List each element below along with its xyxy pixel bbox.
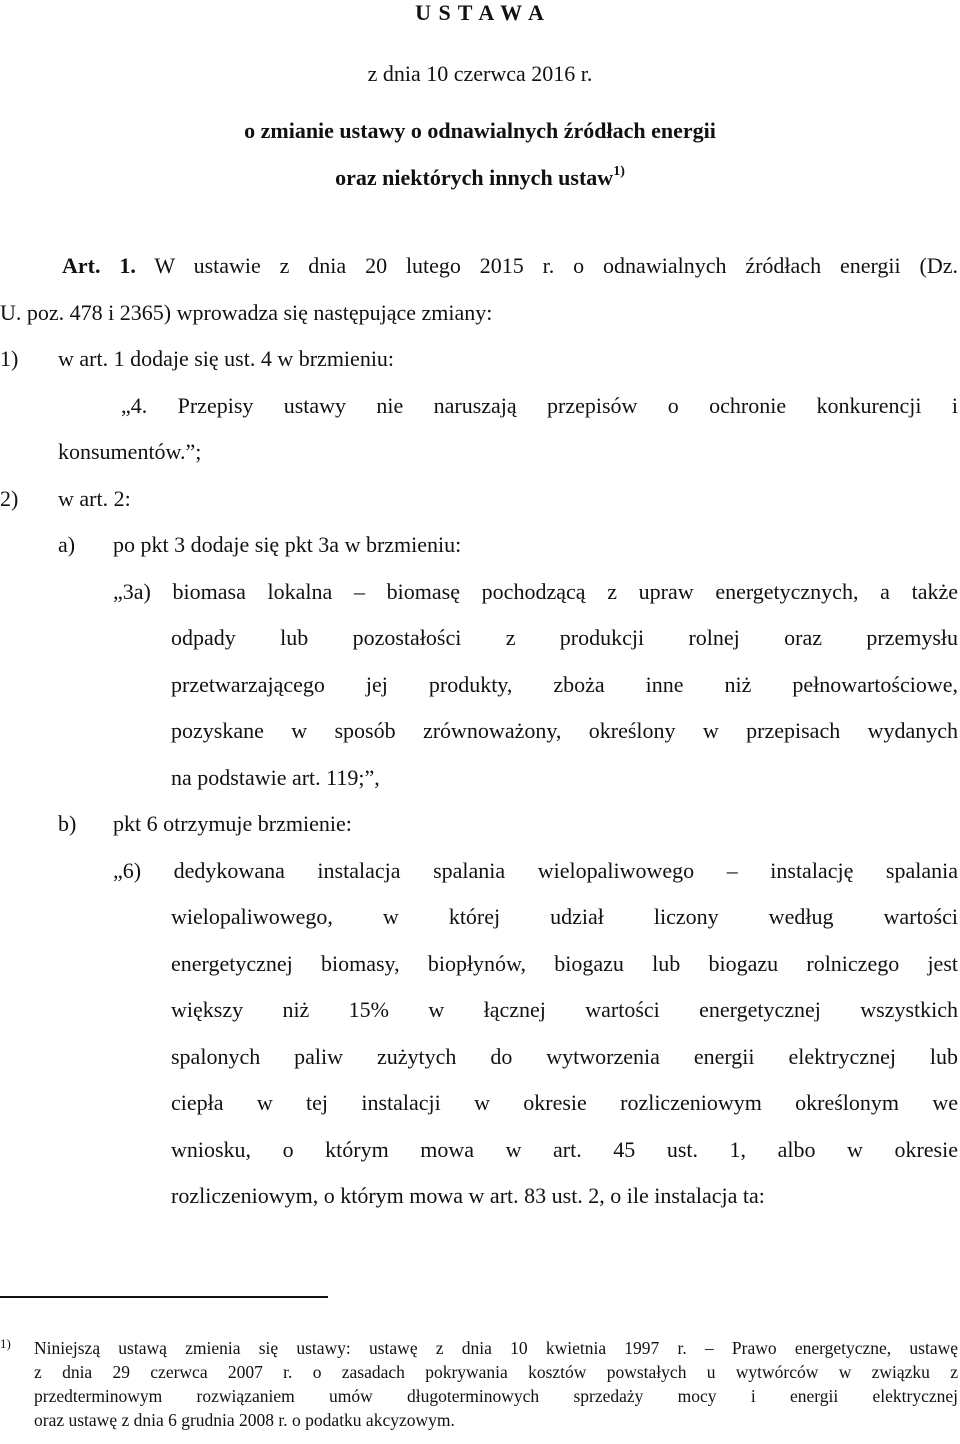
quote-6-line3: energetycznej biomasy, biopłynów, biogazu lub biogazu rolniczego jest — [171, 951, 958, 976]
letter-b-marker: b) — [58, 811, 77, 836]
point-1-quote-line1: „4. Przepisy ustawy nie naruszają przepisów o ochronie konkurencji i — [121, 393, 958, 418]
footnote-line2: z dnia 29 czerwca 2007 r. o zasadach pokrywania kosztów powstałych u wytwórców w związku z — [34, 1362, 958, 1382]
point-1-number: 1) — [0, 346, 19, 371]
act-subject-line2 — [0, 163, 960, 193]
quote-3a-line5: na podstawie art. 119;”, — [171, 765, 380, 790]
footnote-line3: przedterminowym rozwiązaniem umów długoterminowych sprzedaży mocy i energii elektrycznej — [34, 1386, 958, 1406]
act-title: U S T A W A — [415, 0, 545, 25]
letter-a-marker: a) — [58, 532, 76, 557]
footnote-reference[interactable]: 1) — [613, 163, 625, 179]
quote-6-line7: wniosku, o którym mowa w art. 45 ust. 1, albo w okresie — [171, 1137, 958, 1162]
point-1-text: w art. 1 dodaje się ust. 4 w brzmieniu: — [58, 346, 395, 371]
quote-6-line2: wielopaliwowego, w której udział liczony według wartości — [171, 904, 958, 929]
quote-6-line4: większy niż 15% w łącznej wartości energetycznej wszystkich — [171, 997, 958, 1022]
letter-b-text: pkt 6 otrzymuje brzmienie: — [113, 811, 352, 836]
quote-6-line1: „6) dedykowana instalacja spalania wielopaliwowego – instalację spalania — [113, 858, 958, 883]
act-date: z dnia 10 czerwca 2016 r. — [367, 61, 593, 86]
footnote-marker: 1) — [0, 1336, 11, 1351]
act-subject-line1: o zmianie ustawy o odnawialnych źródłach energii — [244, 118, 716, 143]
point-1-quote-line2: konsumentów.”; — [58, 439, 202, 464]
footnote-line1: Niniejszą ustawą zmienia się ustawy: ustawę z dnia 10 kwietnia 1997 r. – Prawo energetyczne, ustawę — [34, 1338, 958, 1358]
article-1-intro-line1 — [62, 251, 958, 281]
quote-3a-line3: przetwarzającego jej produkty, zboża inne niż pełnowartościowe, — [171, 672, 958, 697]
footnote-line4: oraz ustawę z dnia 6 grudnia 2008 r. o podatku akcyzowym. — [34, 1410, 455, 1430]
article-1-label: Art. 1. — [62, 253, 136, 278]
quote-3a-line2: odpady lub pozostałości z produkcji rolnej oraz przemysłu — [171, 625, 958, 650]
letter-a-text: po pkt 3 dodaje się pkt 3a w brzmieniu: — [113, 532, 462, 557]
footnote-separator — [0, 1296, 328, 1298]
quote-3a-line4: pozyskane w sposób zrównoważony, określony w przepisach wydanych — [171, 718, 958, 743]
article-1-intro-text: W ustawie z dnia 20 lutego 2015 r. o odnawialnych źródłach energii (Dz. — [154, 253, 958, 278]
quote-6-line5: spalonych paliw zużytych do wytworzenia energii elektrycznej lub — [171, 1044, 958, 1069]
point-2-text: w art. 2: — [58, 486, 131, 511]
quote-6-line6: ciepła w tej instalacji w okresie rozliczeniowym określonym we — [171, 1090, 958, 1115]
point-2-number: 2) — [0, 486, 19, 511]
quote-6-line8: rozliczeniowym, o którym mowa w art. 83 ust. 2, o ile instalacja ta: — [171, 1183, 765, 1208]
article-1-intro-line2: U. poz. 478 i 2365) wprowadza się następujące zmiany: — [0, 300, 493, 325]
act-subject-text: oraz niektórych innych ustaw — [335, 165, 614, 190]
quote-3a-line1: „3a) biomasa lokalna – biomasę pochodzącą z upraw energetycznych, a także — [113, 579, 958, 604]
